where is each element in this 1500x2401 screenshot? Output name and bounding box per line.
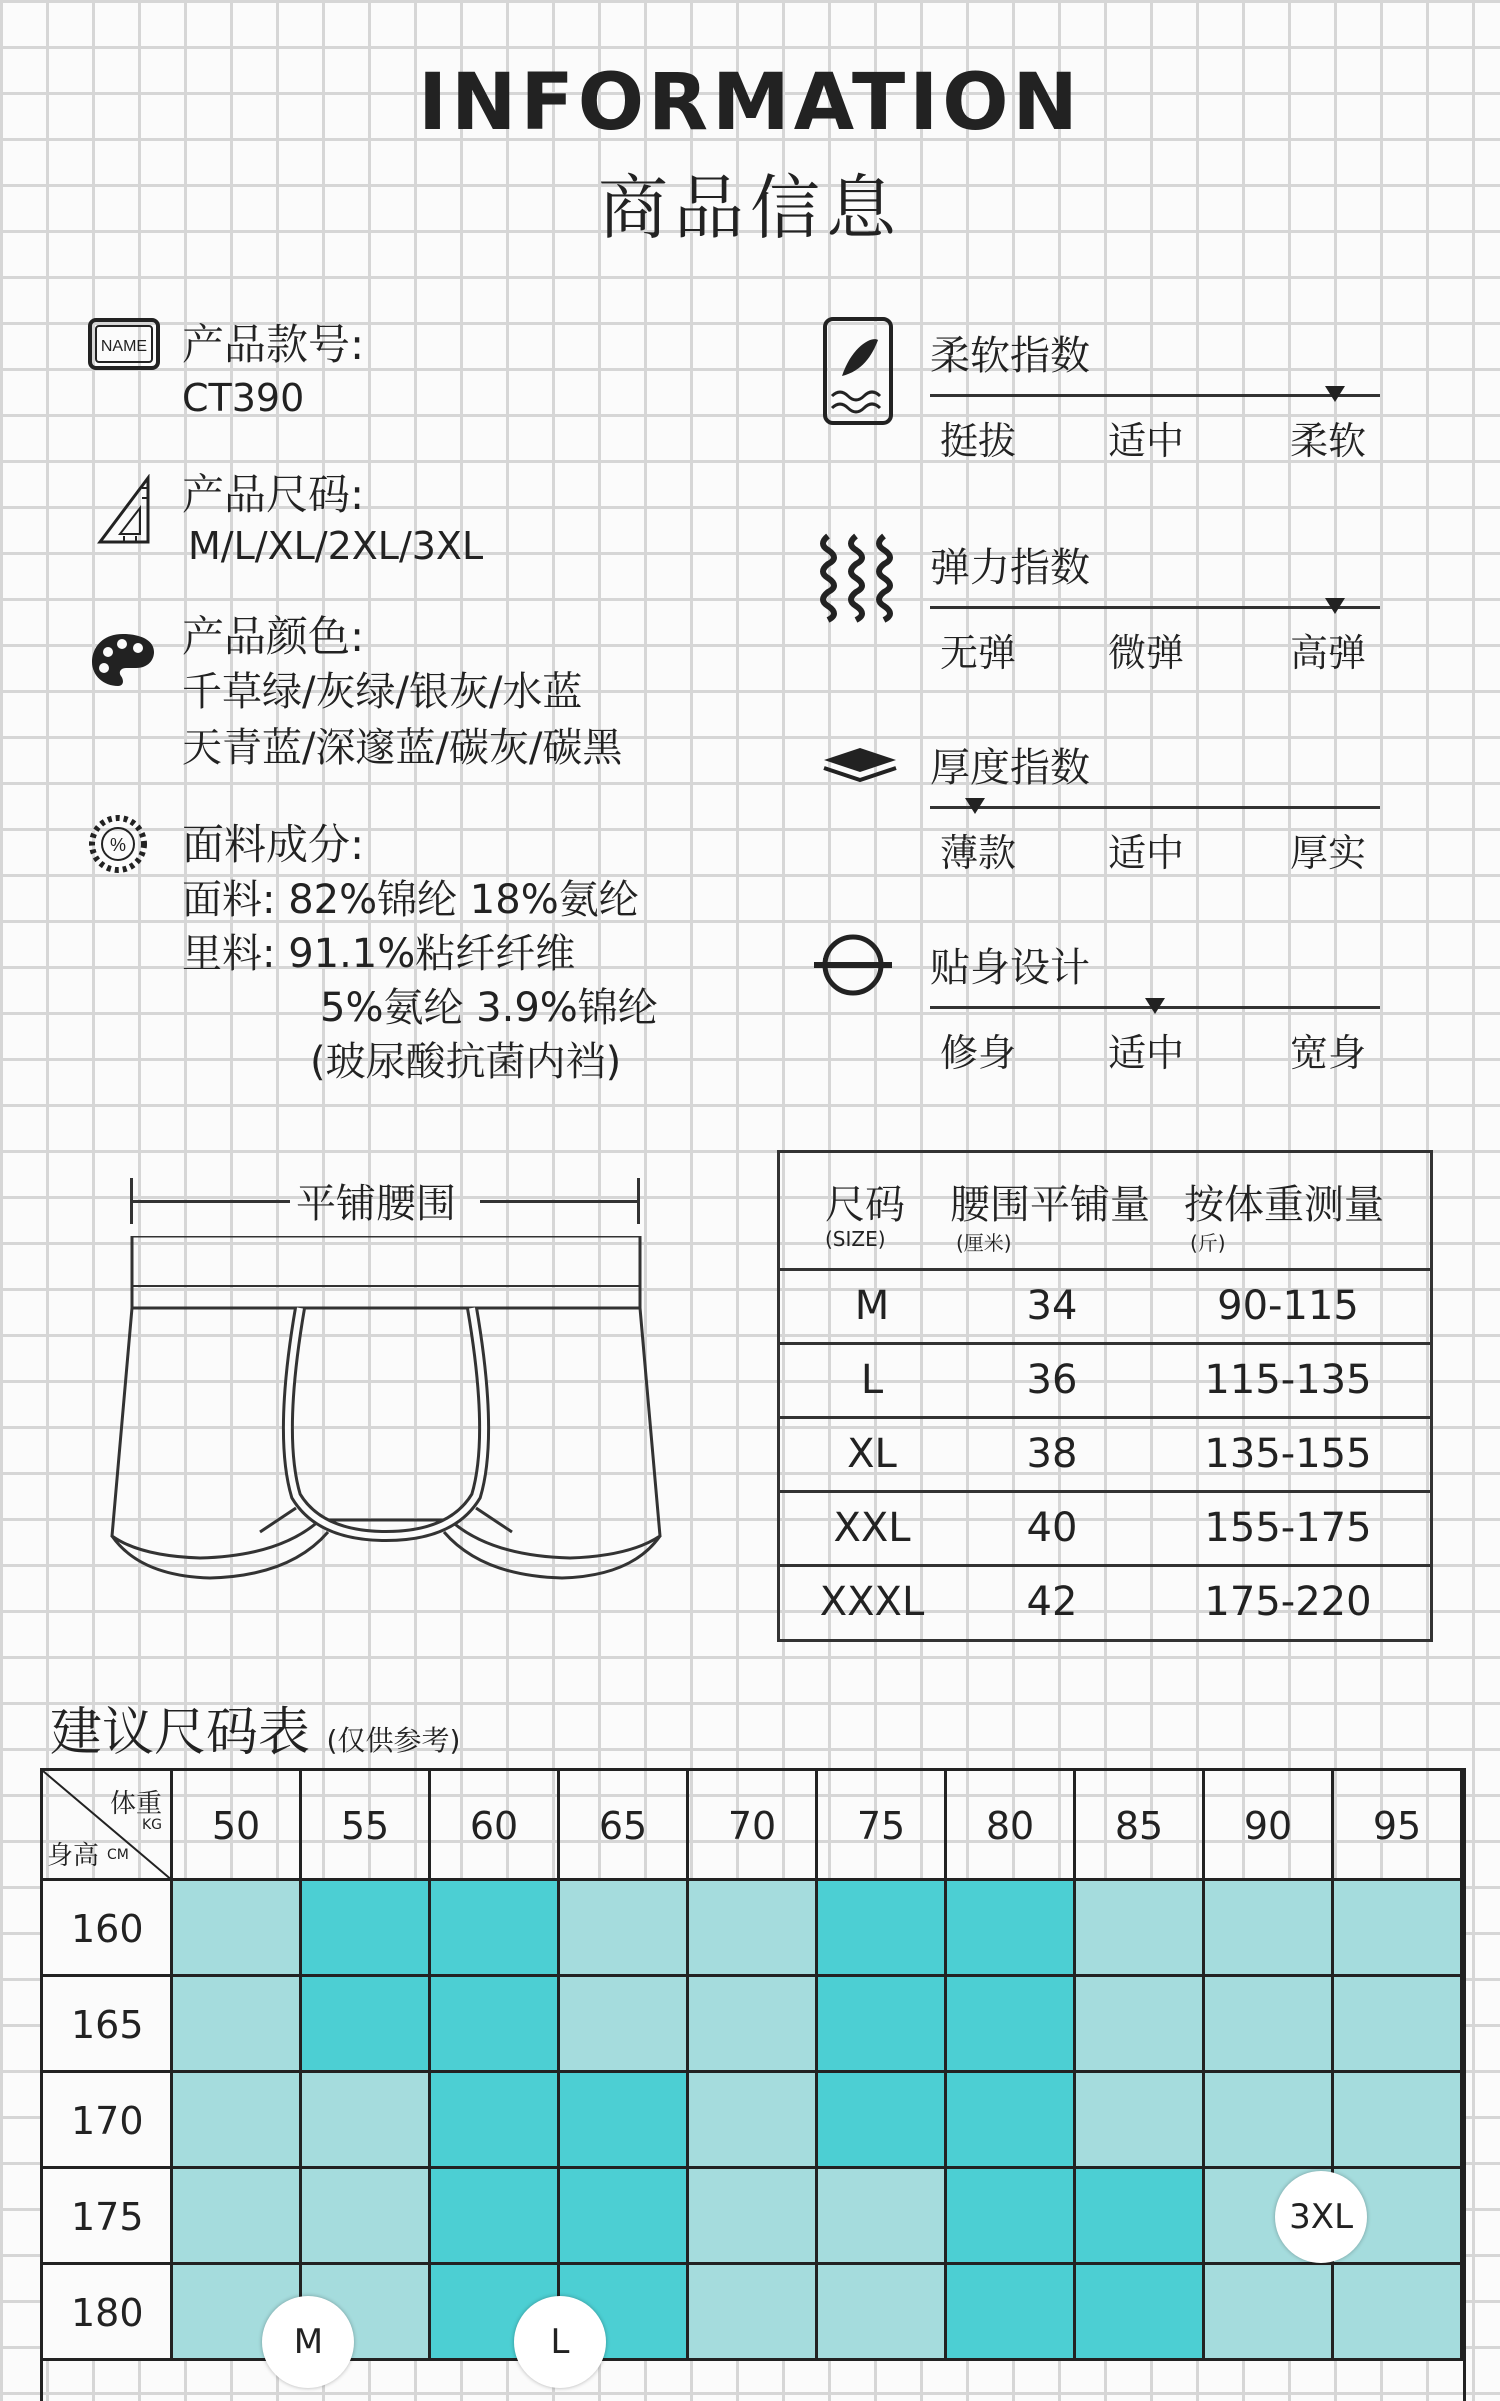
- grid-weight-header: 50: [173, 1771, 302, 1881]
- grid-cell: [818, 2265, 947, 2361]
- grid-weight-header: 60: [431, 1771, 560, 1881]
- size-table-cell: 42: [1026, 1579, 1078, 1625]
- fabric-line-4: (玻尿酸抗菌内裆): [310, 1039, 622, 1085]
- grid-weight-header: 95: [1334, 1771, 1463, 1881]
- scale-label-2-1: 适中: [1108, 831, 1185, 875]
- fabric-line-3: 5%氨纶 3.9%锦纶: [320, 985, 658, 1031]
- grid-cell: [818, 2073, 947, 2169]
- grid-weight-header: 80: [947, 1771, 1076, 1881]
- size-badge: L: [514, 2296, 606, 2388]
- size-table-header-weight-sub: (斤): [1190, 1231, 1226, 1255]
- size-table-row: [780, 1416, 1430, 1491]
- waist-label: 平铺腰围: [296, 1181, 456, 1227]
- grid-cell: [173, 1977, 302, 2073]
- grid-cell: [302, 1881, 431, 1977]
- grid-weight-header: 75: [818, 1771, 947, 1881]
- body-fit-icon: [810, 930, 896, 1000]
- grid-cell: [947, 2073, 1076, 2169]
- grid-weight-header: 70: [689, 1771, 818, 1881]
- grid-cell: [1076, 2265, 1205, 2361]
- size-table-header-size-sub: (SIZE): [825, 1227, 886, 1251]
- underwear-diagram: [100, 1236, 670, 1606]
- size-table-row: [780, 1564, 1430, 1639]
- page-title-cn: 商品信息: [598, 167, 902, 249]
- scale-line-1: [930, 606, 1380, 609]
- size-table-cell: 175-220: [1204, 1579, 1372, 1625]
- grid-cell: [302, 2169, 431, 2265]
- size-table-cell: 34: [1026, 1283, 1078, 1329]
- grid-cell: [1334, 1881, 1463, 1977]
- grid-cell: [1076, 1977, 1205, 2073]
- size-table-cell: 38: [1026, 1431, 1078, 1477]
- scale-title-2: 厚度指数: [930, 745, 1090, 791]
- grid-cell: [431, 1881, 560, 1977]
- name-tag-text: NAME: [100, 338, 148, 355]
- fabric-label: 面料成分:: [182, 820, 365, 869]
- name-tag-icon: [88, 318, 160, 370]
- grid-cell: [947, 2265, 1076, 2361]
- grid-cell: [1076, 2169, 1205, 2265]
- size-table-cell: 40: [1026, 1505, 1078, 1551]
- size-table: [777, 1150, 1433, 1642]
- size-value: M/L/XL/2XL/3XL: [188, 524, 484, 568]
- fabric-line-2: 里料: 91.1%粘纤纤维: [182, 931, 576, 977]
- corner-height-label: 身高: [47, 1841, 100, 1871]
- scale-label-2-0: 薄款: [940, 831, 1017, 875]
- model-value: CT390: [182, 376, 305, 420]
- grid-cell: [173, 2169, 302, 2265]
- grid-cell: [431, 1977, 560, 2073]
- size-table-cell: M: [854, 1283, 890, 1329]
- grid-corner: [43, 1771, 173, 1881]
- size-table-cell: XXXL: [819, 1579, 925, 1625]
- scale-marker-1: [1325, 598, 1345, 614]
- grid-cell: [689, 1881, 818, 1977]
- size-table-row: [780, 1268, 1430, 1343]
- grid-cell: [1076, 1881, 1205, 1977]
- grid-cell: [1205, 2265, 1334, 2361]
- size-table-header: [780, 1153, 1430, 1268]
- color-line-1: 千草绿/灰绿/银灰/水蓝: [182, 669, 583, 715]
- grid-height-header: 170: [43, 2073, 173, 2169]
- grid-cell: [302, 2073, 431, 2169]
- scale-title-0: 柔软指数: [930, 333, 1090, 379]
- recommend-subtitle: (仅供参考): [326, 1724, 461, 1757]
- grid-cell: [947, 1977, 1076, 2073]
- size-table-header-weight: 按体重测量: [1184, 1182, 1384, 1228]
- size-badge: M: [262, 2296, 354, 2388]
- scale-label-3-1: 适中: [1108, 1031, 1185, 1075]
- grid-height-header: 165: [43, 1977, 173, 2073]
- scale-label-0-1: 适中: [1108, 419, 1185, 463]
- grid-height-header: 160: [43, 1881, 173, 1977]
- grid-cell: [1205, 1881, 1334, 1977]
- percent-icon: [86, 812, 150, 876]
- scale-label-2-2: 厚实: [1290, 831, 1367, 875]
- grid-cell: [560, 1881, 689, 1977]
- size-table-header-size: 尺码: [825, 1182, 905, 1228]
- size-table-row: [780, 1342, 1430, 1417]
- size-table-cell: 36: [1026, 1357, 1078, 1403]
- grid-cell: [1205, 2073, 1334, 2169]
- grid-cell: [1076, 2073, 1205, 2169]
- grid-cell: [689, 1977, 818, 2073]
- size-table-cell: XL: [847, 1431, 897, 1477]
- grid-cell: [431, 2073, 560, 2169]
- corner-weight-label: 体重: [109, 1789, 162, 1819]
- grid-cell: [818, 1881, 947, 1977]
- feather-icon: [822, 316, 894, 426]
- grid-cell: [1205, 1977, 1334, 2073]
- grid-weight-header: 55: [302, 1771, 431, 1881]
- grid-height-header: 180: [43, 2265, 173, 2361]
- grid-cell: [947, 1881, 1076, 1977]
- recommend-title: 建议尺码表: [50, 1703, 311, 1763]
- size-table-cell: 115-135: [1204, 1357, 1372, 1403]
- scale-line-0: [930, 394, 1380, 397]
- grid-cell: [173, 1881, 302, 1977]
- spring-icon: [814, 530, 900, 626]
- palette-icon: [88, 630, 158, 690]
- size-table-header-waist-sub: (厘米): [956, 1231, 1012, 1255]
- grid-weight-header: 85: [1076, 1771, 1205, 1881]
- scale-marker-0: [1325, 386, 1345, 402]
- grid-cell: [689, 2169, 818, 2265]
- grid-cell: [560, 2169, 689, 2265]
- scale-title-1: 弹力指数: [930, 545, 1090, 591]
- scale-label-1-1: 微弹: [1108, 631, 1185, 675]
- set-square-icon: [96, 474, 152, 546]
- grid-cell: [689, 2073, 818, 2169]
- scale-marker-3: [1145, 998, 1165, 1014]
- grid-cell: [818, 2169, 947, 2265]
- size-table-cell: 135-155: [1204, 1431, 1372, 1477]
- scale-label-0-2: 柔软: [1290, 419, 1367, 463]
- size-label: 产品尺码:: [182, 470, 365, 519]
- scale-marker-2: [965, 798, 985, 814]
- scale-label-1-2: 高弹: [1290, 631, 1367, 675]
- size-table-cell: 155-175: [1204, 1505, 1372, 1551]
- size-table-cell: L: [860, 1357, 884, 1403]
- grid-height-header: 175: [43, 2169, 173, 2265]
- svg-text:%: %: [109, 835, 127, 855]
- grid-weight-header: 65: [560, 1771, 689, 1881]
- grid-weight-header: 90: [1205, 1771, 1334, 1881]
- scale-label-3-0: 修身: [940, 1031, 1017, 1075]
- grid-cell: [1334, 1977, 1463, 2073]
- grid-cell: [1334, 2265, 1463, 2361]
- grid-cell: [173, 2073, 302, 2169]
- corner-weight-unit: KG: [141, 1817, 162, 1833]
- color-line-2: 天青蓝/深邃蓝/碳灰/碳黑: [182, 725, 623, 771]
- scale-label-1-0: 无弹: [940, 631, 1017, 675]
- corner-height-unit: CM: [107, 1847, 129, 1863]
- scale-label-3-2: 宽身: [1290, 1031, 1367, 1075]
- scale-label-0-0: 挺拔: [940, 419, 1017, 463]
- grid-cell: [947, 2169, 1076, 2265]
- size-table-cell: XXL: [833, 1505, 911, 1551]
- grid-cell: [1334, 2073, 1463, 2169]
- size-table-row: [780, 1490, 1430, 1565]
- scale-title-3: 贴身设计: [930, 945, 1090, 991]
- grid-cell: [560, 1977, 689, 2073]
- grid-cell: [689, 2265, 818, 2361]
- fabric-line-1: 面料: 82%锦纶 18%氨纶: [182, 877, 639, 923]
- size-table-header-waist: 腰围平铺量: [950, 1182, 1150, 1228]
- grid-cell: [302, 1977, 431, 2073]
- color-label: 产品颜色:: [182, 612, 365, 661]
- size-recommendation-grid: [40, 1768, 1466, 2401]
- page-title-en: INFORMATION: [418, 58, 1082, 148]
- layers-icon: [820, 744, 900, 784]
- grid-cell: [560, 2073, 689, 2169]
- grid-cell: [431, 2169, 560, 2265]
- model-label: 产品款号:: [182, 320, 365, 369]
- grid-cell: [818, 1977, 947, 2073]
- size-badge: 3XL: [1275, 2171, 1367, 2263]
- scale-line-2: [930, 806, 1380, 809]
- size-table-cell: 90-115: [1217, 1283, 1359, 1329]
